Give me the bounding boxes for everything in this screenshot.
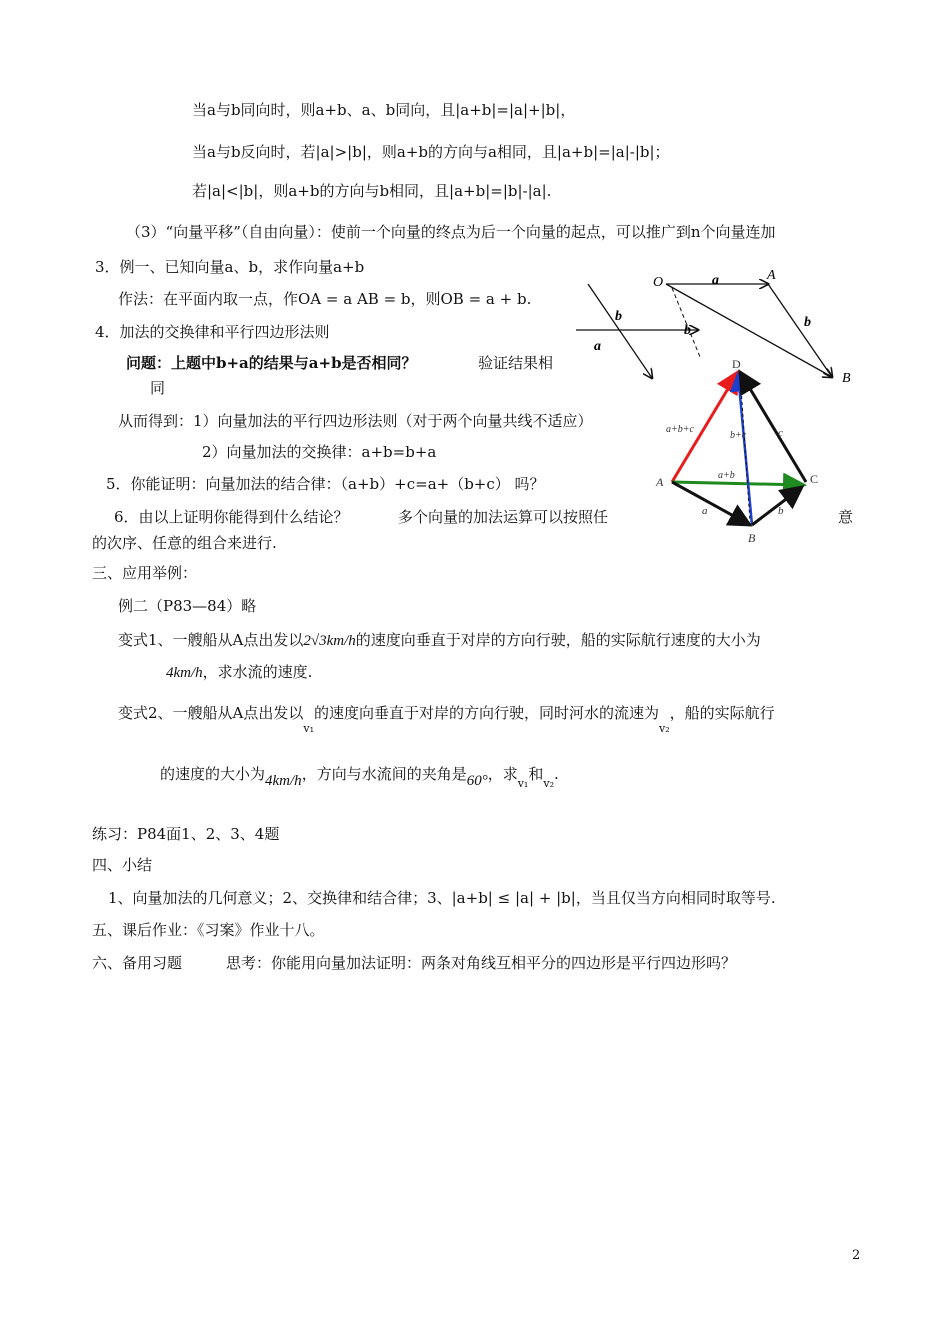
label-D: D bbox=[732, 357, 741, 371]
text-line-3: 若|a|<|b|，则a+b的方向与b相同，且|a+b|=|b|-|a|. bbox=[192, 182, 552, 200]
summary-heading: 四、小结 bbox=[92, 856, 153, 874]
variant-1-line-2: 4km/h，求水流的速度. bbox=[166, 663, 313, 681]
question-text: 问题：上题中b+a的结果与a+b是否相同？ bbox=[126, 354, 417, 372]
example-one-heading: 3．例一、已知向量a、b，求作向量a+b bbox=[95, 258, 365, 276]
label-B2: B bbox=[748, 531, 756, 545]
label-a-plus-b-plus-c: a+b+c bbox=[666, 424, 694, 435]
exercise-line: 练习：P84面1、2、3、4题 bbox=[92, 825, 280, 843]
conclusion-answer-cont: 的次序、任意的组合来进行. bbox=[92, 534, 277, 552]
example-two: 例二（P83—84）略 bbox=[118, 597, 257, 615]
conclusion-answer-end: 意 bbox=[838, 508, 854, 526]
page-number: 2 bbox=[852, 1248, 861, 1263]
label-A: A bbox=[767, 268, 776, 283]
edge-B-D bbox=[738, 374, 752, 525]
label-C: C bbox=[810, 472, 819, 486]
verify-text-cont: 同 bbox=[150, 379, 166, 397]
v2-symbol: v₂ bbox=[659, 722, 670, 735]
construction-method: 作法：在平面内取一点，作OA = a AB = b，则OB = a + b. bbox=[118, 290, 532, 308]
v2-symbol-b: v₂ bbox=[543, 777, 554, 790]
v1-symbol: v₁ bbox=[303, 722, 315, 735]
variant-1-line-1: 变式1、一艘船从A点出发以2√3km/h的速度向垂直于对岸的方向行驶，船的实际航行速度的大小为 bbox=[118, 631, 761, 649]
label-a-plus-b: a+b bbox=[718, 470, 735, 481]
reserve-heading: 六、备用习题 bbox=[92, 954, 183, 972]
conclusion-answer: 多个向量的加法运算可以按照任 bbox=[398, 508, 609, 526]
label-a-top: a bbox=[712, 273, 719, 288]
homework-line: 五、课后作业：《习案》作业十八。 bbox=[92, 921, 325, 939]
section-3-heading: 三、应用举例： bbox=[92, 564, 198, 582]
variant-2-line-2: 的速度的大小为4km/h，方向与水流间的夹角是60°，求$_{v_1}$和$_{v_2}$. bbox=[160, 765, 559, 790]
commutative-law: 2）向量加法的交换律：a+b=b+a bbox=[202, 443, 437, 461]
speed-4-b: 4km/h bbox=[265, 773, 302, 789]
conclusion-question: 6．由以上证明你能得到什么结论？ bbox=[114, 508, 349, 526]
variant-2-line-1: 变式2、一艘船从A点出发以$_{v_1}$的速度向垂直于对岸的方向行驶，同时河水的流速为$_{v_2}$，船的实际航行 bbox=[118, 704, 775, 735]
label-b-mid: b bbox=[684, 323, 691, 338]
label-A2: A bbox=[656, 475, 664, 489]
speed-2root3: 2√3km/h bbox=[303, 633, 356, 649]
label-O: O bbox=[653, 275, 664, 290]
text-line-1: 当a与b同向时，则a+b、a、b同向，且|a+b|=|a|+|b|， bbox=[192, 101, 576, 119]
edge-A-C bbox=[672, 482, 804, 485]
edge-B-C bbox=[752, 487, 802, 525]
section-4-heading: 4．加法的交换律和平行四边形法则 bbox=[95, 323, 330, 341]
think-question: 思考：你能用向量加法证明：两条对角线互相平分的四边形是平行四边形吗？ bbox=[226, 954, 737, 972]
associative-law: 5．你能证明：向量加法的结合律：（a+b）+c=a+（b+c） 吗？ bbox=[106, 475, 545, 493]
v1-symbol-b: v₁ bbox=[517, 777, 529, 790]
parallelogram-rule: 从而得到：1）向量加法的平行四边形法则（对于两个向量共线不适应） bbox=[118, 412, 593, 430]
text-line-4: （3）“向量平移”（自由向量）：使前一个向量的终点为后一个向量的起点，可以推广到n个向量连加 bbox=[126, 223, 776, 241]
speed-4: 4km/h bbox=[166, 665, 203, 681]
label-b-right: b bbox=[804, 315, 811, 330]
label-c: c bbox=[778, 427, 783, 439]
vector-b-left bbox=[588, 284, 652, 378]
text-line-2: 当a与b反向时，若|a|>|b|，则a+b的方向与a相同，且|a+b|=|a|-|b|； bbox=[192, 143, 670, 161]
verify-text: 验证结果相 bbox=[478, 354, 554, 372]
angle-60: 60° bbox=[466, 773, 488, 789]
summary-text: 1、向量加法的几何意义；2、交换律和结合律；3、|a+b| ≤ |a| + |b|，当且仅当方向相同时取等号. bbox=[108, 889, 776, 907]
label-b-left: b bbox=[615, 309, 622, 324]
label-a-left: a bbox=[594, 339, 601, 354]
label-b-plus-c: b+c bbox=[730, 430, 747, 441]
label-a2: a bbox=[702, 505, 708, 517]
edge-C-D bbox=[740, 372, 806, 482]
associative-law-figure bbox=[650, 350, 830, 545]
edge-A-B bbox=[672, 482, 750, 525]
label-b2: b bbox=[778, 505, 784, 517]
label-B: B bbox=[842, 371, 851, 386]
